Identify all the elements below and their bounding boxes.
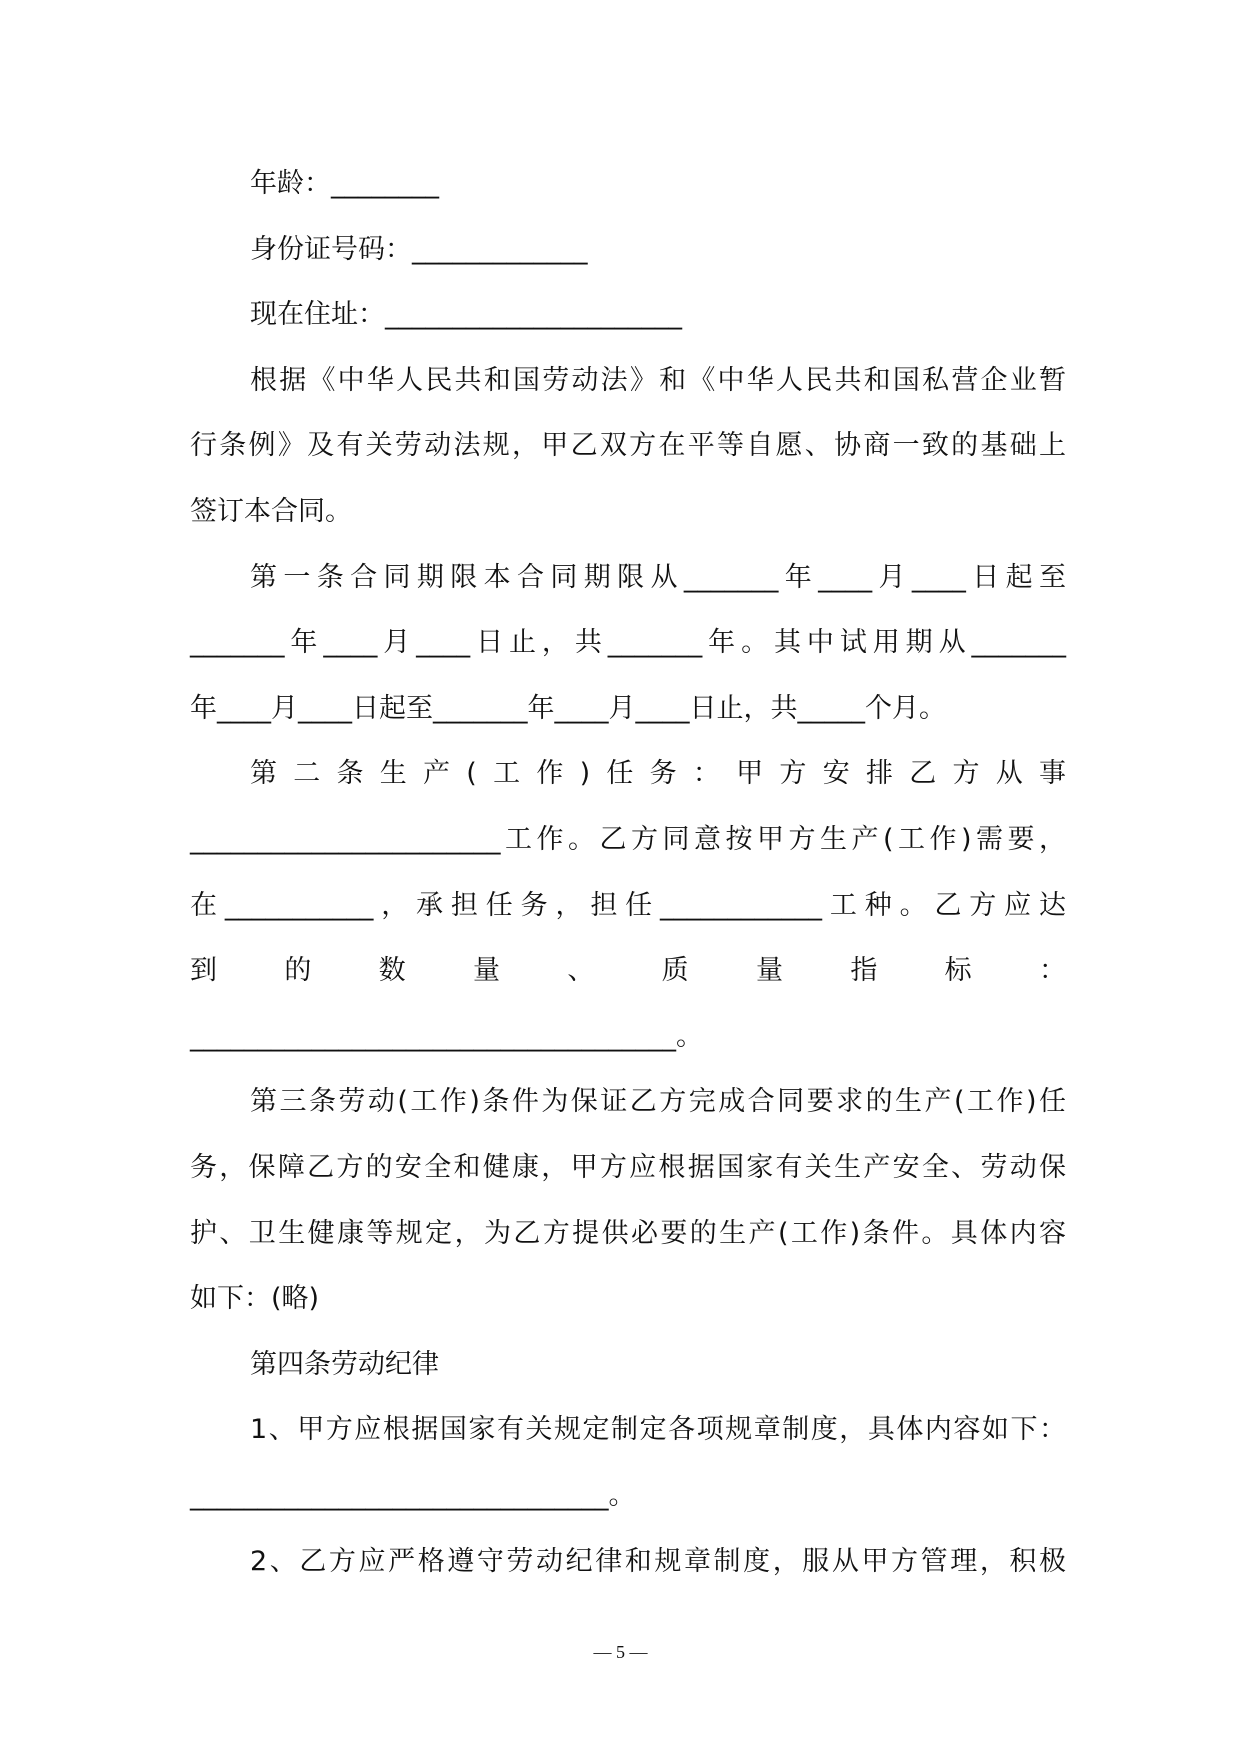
- article-4-item-2-line: 2、乙方应严格遵守劳动纪律和规章制度，服从甲方管理，积极: [250, 1545, 1066, 1577]
- article-3-line: 第三条劳动(工作)条件为保证乙方完成合同要求的生产(工作)任: [250, 1086, 1066, 1118]
- article-2-line: 第二条生产(工作)任务：甲方安排乙方从事: [250, 758, 1066, 790]
- preamble-paragraph-line: 根据《中华人民共和国劳动法》和《中华人民共和国私营企业暂: [250, 364, 1066, 396]
- article-1-line: 年____月____日起至_______年____月____日止，共_____个月。: [190, 692, 946, 724]
- article-3-line: 如下：(略): [190, 1283, 320, 1315]
- article-2-line: ____________________________________。: [190, 1020, 703, 1052]
- address-field-line: 现在住址：______________________: [250, 299, 682, 331]
- preamble-paragraph-line: 签订本合同。: [190, 496, 352, 527]
- article-2-line: 在___________，承担任务，担任____________工种。乙方应达: [190, 889, 1066, 921]
- article-2-line: _______________________工作。乙方同意按甲方生产(工作)需要，: [190, 824, 1066, 855]
- article-4-heading: 第四条劳动纪律: [250, 1348, 439, 1380]
- article-2-line: 到的数量、质量指标：: [190, 955, 1066, 987]
- age-field-line: 年龄：________: [250, 168, 439, 199]
- article-1-line: 第一条合同期限本合同期限从_______年____月____日起至: [250, 561, 1066, 593]
- preamble-paragraph-line: 行条例》及有关劳动法规，甲乙双方在平等自愿、协商一致的基础上: [190, 430, 1066, 462]
- article-4-item-1-line: _______________________________。: [190, 1480, 636, 1511]
- page-number: — 5 —: [593, 1642, 648, 1662]
- article-4-item-1-line: 1、甲方应根据国家有关规定制定各项规章制度，具体内容如下：: [250, 1414, 1066, 1446]
- article-3-line: 护、卫生健康等规定，为乙方提供必要的生产(工作)条件。具体内容: [190, 1217, 1066, 1249]
- id-number-field-line: 身份证号码：_____________: [250, 233, 588, 265]
- article-3-line: 务，保障乙方的安全和健康，甲方应根据国家有关生产安全、劳动保: [190, 1152, 1066, 1183]
- article-1-line: _______年____月____日止，共_______年。其中试用期从_______: [190, 627, 1066, 659]
